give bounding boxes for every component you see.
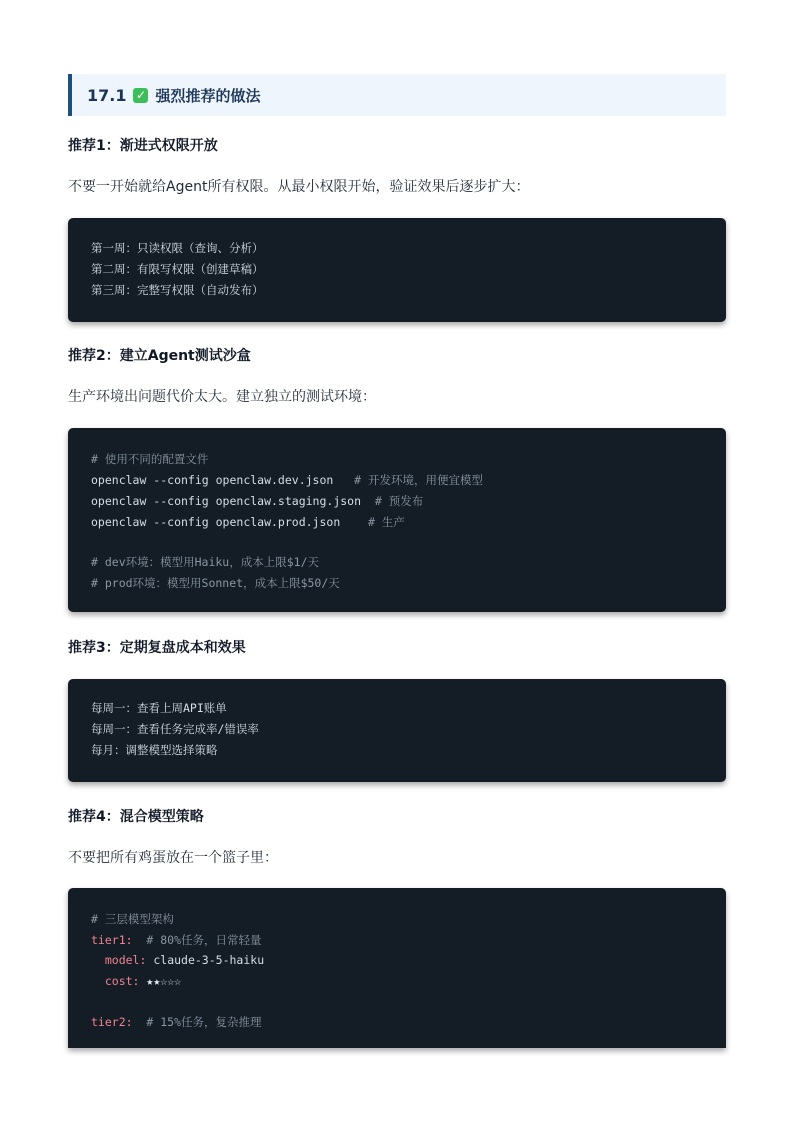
code-comment: # 生产 xyxy=(367,515,405,529)
rec3-heading: 推荐3：定期复盘成本和效果 xyxy=(68,640,246,656)
code-comment: # dev环境：模型用Haiku，成本上限$1/天 xyxy=(91,555,320,569)
rec2-intro: 生产环境出问题代价太大。建立独立的测试环境： xyxy=(68,389,376,405)
code-comment: # 预发布 xyxy=(374,494,424,508)
rec1-code-block xyxy=(68,218,726,322)
rec1-heading: 推荐1：渐进式权限开放 xyxy=(68,138,218,154)
code-comment: # 开发环境，用便宜模型 xyxy=(354,473,483,487)
yaml-value: claude-3-5-haiku xyxy=(153,953,265,967)
yaml-key: tier1: xyxy=(91,933,133,947)
code-line xyxy=(91,514,405,530)
code-line: 每周一：查看上周API账单 xyxy=(91,701,227,715)
code-line xyxy=(91,932,262,948)
rec2-heading: 推荐2：建立Agent测试沙盒 xyxy=(68,348,251,364)
cost-stars: ★★☆☆☆ xyxy=(146,974,182,988)
code-command: openclaw --config openclaw.dev.json xyxy=(91,473,334,487)
yaml-key: tier2: xyxy=(91,1015,133,1029)
code-comment: # 使用不同的配置文件 xyxy=(91,452,209,466)
rec4-code-block xyxy=(68,888,726,1048)
code-command: openclaw --config openclaw.staging.json xyxy=(91,494,362,508)
code-line: 第二周：有限写权限（创建草稿） xyxy=(91,262,264,276)
code-line: 第一周：只读权限（查询、分析） xyxy=(91,241,264,255)
code-line xyxy=(91,493,423,509)
section-header xyxy=(68,74,726,116)
code-line xyxy=(91,974,181,988)
section-number: 17.1 xyxy=(87,85,127,105)
rec4-intro: 不要把所有鸡蛋放在一个篮子里： xyxy=(68,850,278,866)
code-line xyxy=(91,953,264,967)
code-comment: # 三层模型架构 xyxy=(91,912,174,926)
rec4-heading: 推荐4：混合模型策略 xyxy=(68,809,204,825)
code-line: 每月：调整模型选择策略 xyxy=(91,743,218,757)
section-title: 强烈推荐的做法 xyxy=(155,86,261,105)
code-line: 每周一：查看任务完成率/错误率 xyxy=(91,722,259,736)
check-mark-icon: ✓ xyxy=(133,88,148,103)
code-command: openclaw --config openclaw.prod.json xyxy=(91,515,341,529)
code-line: 第三周：完整写权限（自动发布） xyxy=(91,283,264,297)
rec2-code-block xyxy=(68,428,726,612)
code-line xyxy=(91,1014,262,1030)
rec3-code-block xyxy=(68,679,726,782)
code-line xyxy=(91,472,483,488)
yaml-key: model: xyxy=(104,953,147,967)
code-comment: # 15%任务，复杂推理 xyxy=(146,1015,262,1029)
rec1-intro: 不要一开始就给Agent所有权限。从最小权限开始，验证效果后逐步扩大： xyxy=(68,179,530,195)
code-comment: # 80%任务，日常轻量 xyxy=(146,933,262,947)
yaml-key: cost: xyxy=(104,974,140,988)
code-comment: # prod环境：模型用Sonnet，成本上限$50/天 xyxy=(91,576,340,590)
